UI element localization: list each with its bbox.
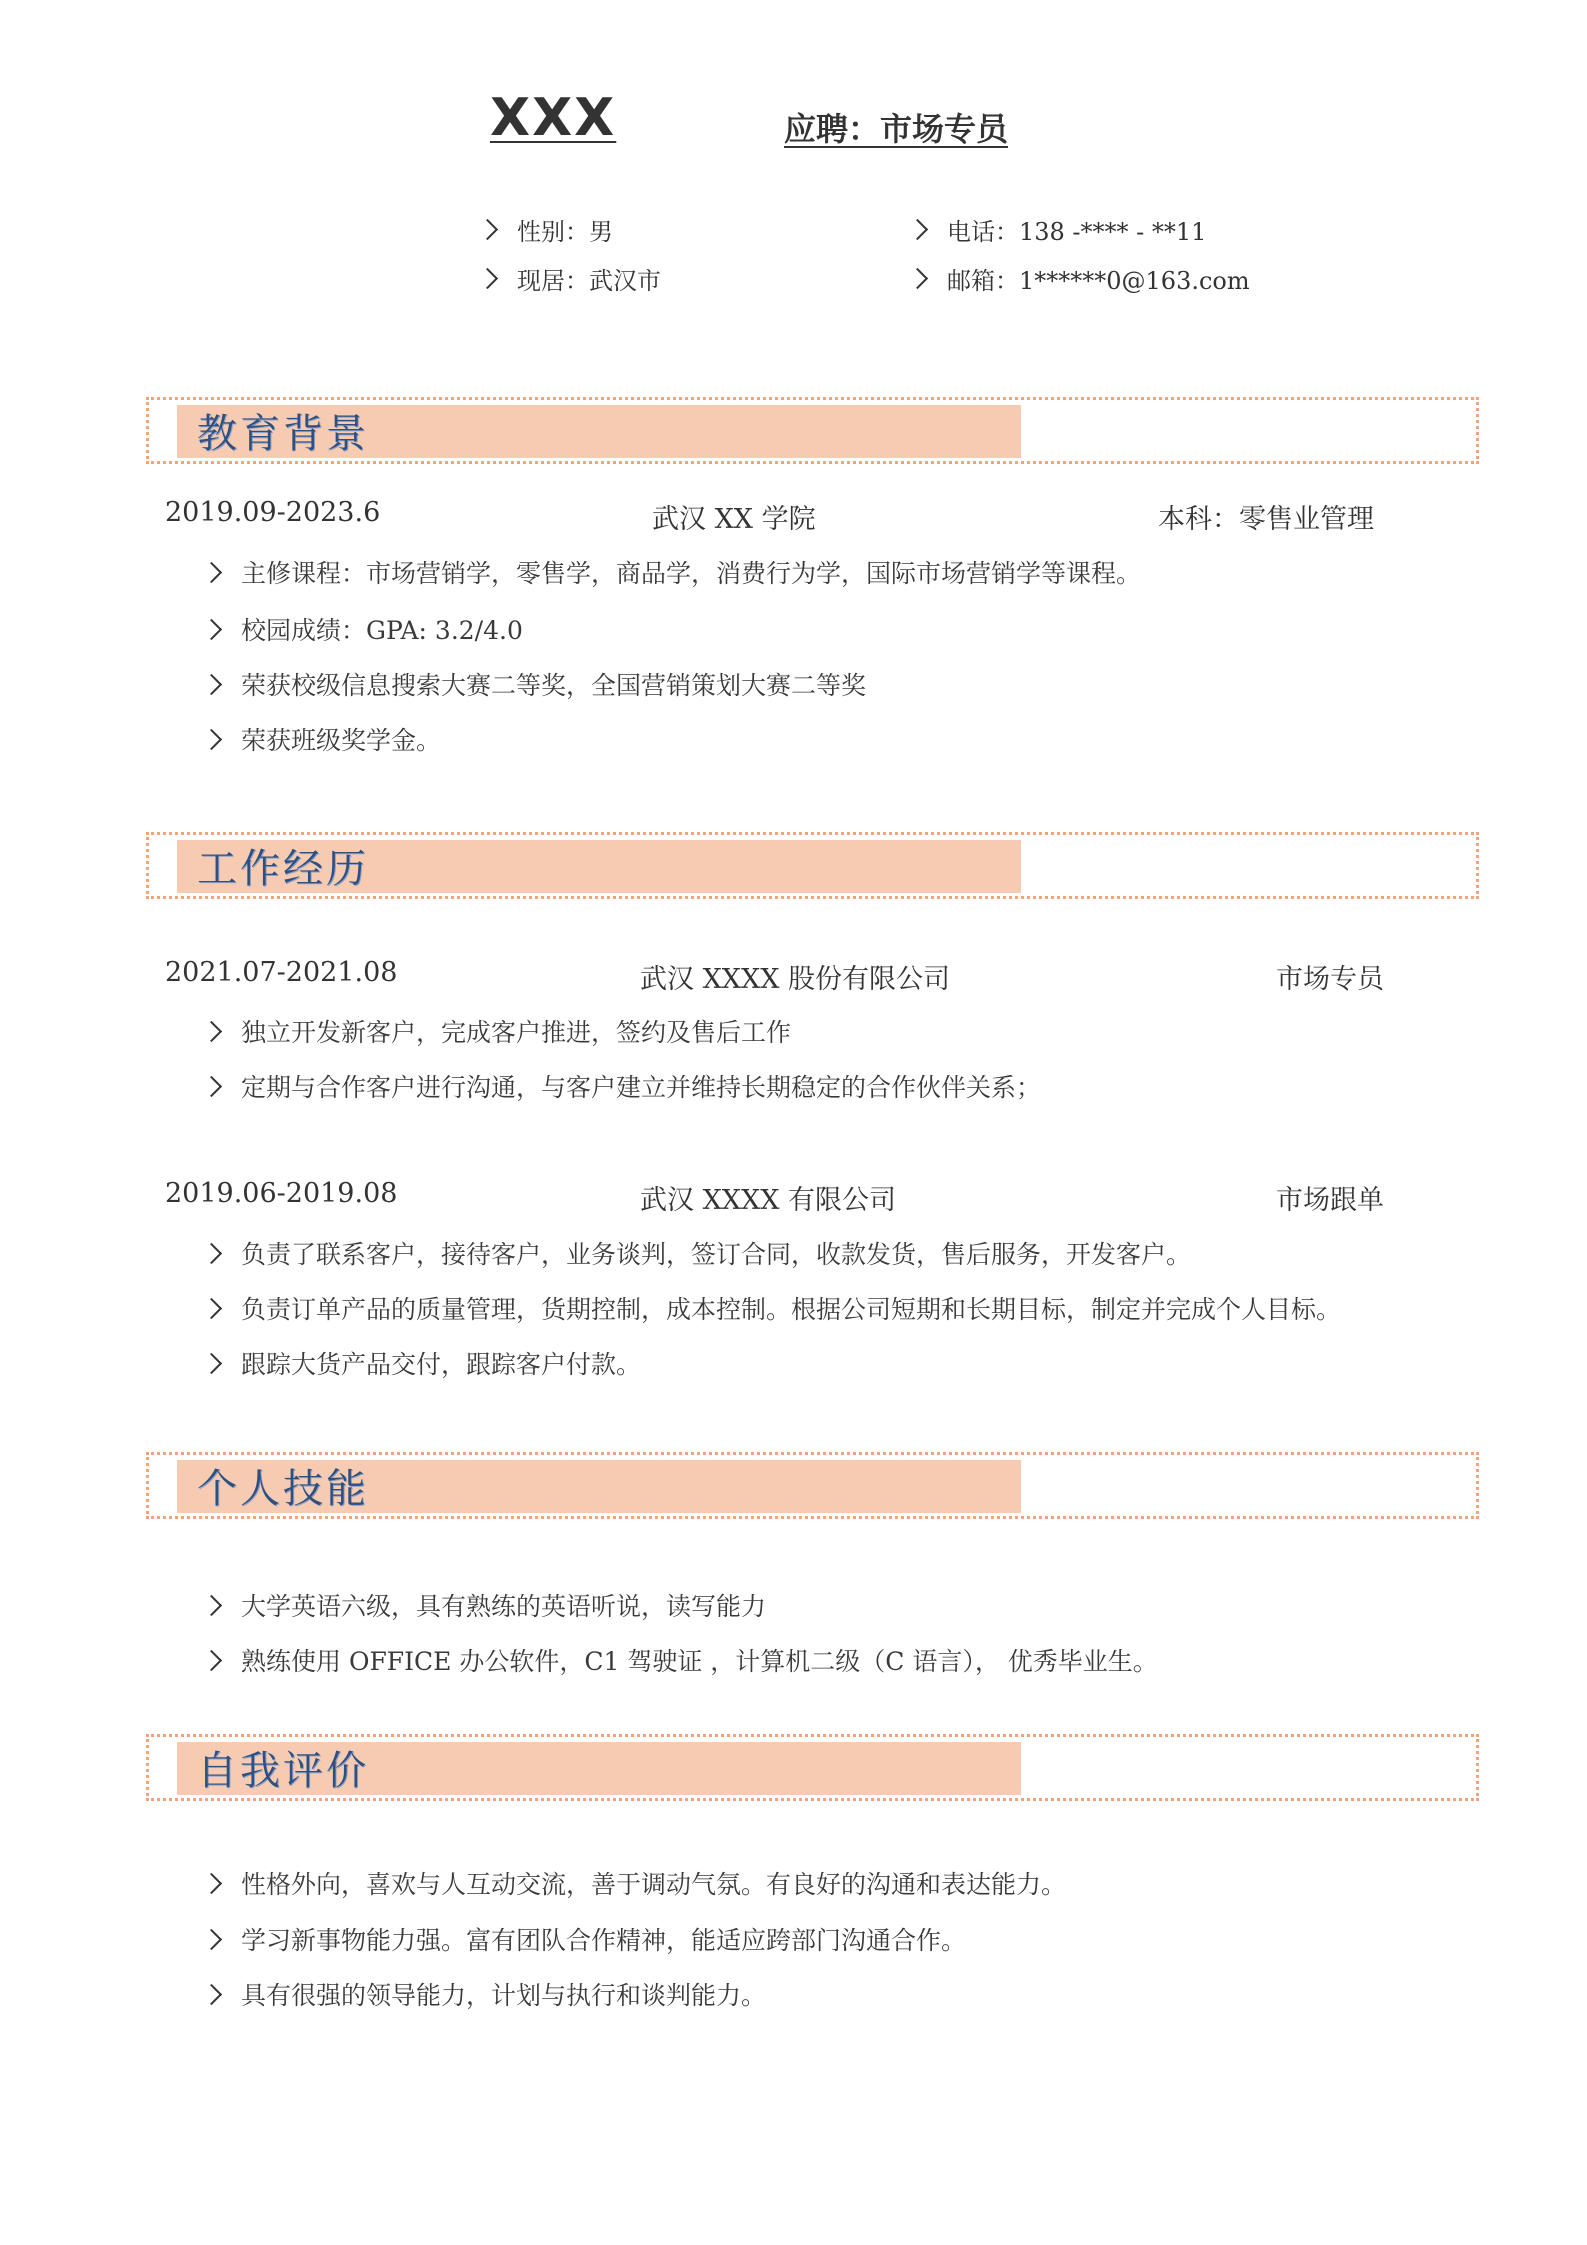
list-item: 大学英语六级，具有熟练的英语听说，读写能力 xyxy=(200,1587,766,1623)
education-period: 2019.09-2023.6 xyxy=(165,497,381,528)
chevron-right-icon xyxy=(907,268,928,289)
chevron-right-icon xyxy=(201,1075,222,1096)
chevron-right-icon xyxy=(201,1242,222,1263)
chevron-right-icon xyxy=(477,268,498,289)
list-item: 荣获班级奖学金。 xyxy=(200,721,441,757)
phone-text: 电话：138 -**** - **11 xyxy=(947,218,1207,246)
job-role: 市场跟单 xyxy=(1276,1185,1384,1216)
chevron-right-icon xyxy=(201,1020,222,1041)
list-item: 负责订单产品的质量管理，货期控制，成本控制。根据公司短期和长期目标，制定并完成个人目标。 xyxy=(200,1290,1341,1326)
education-degree: 本科：零售业管理 xyxy=(1158,504,1374,535)
list-item: 独立开发新客户，完成客户推进，签约及售后工作 xyxy=(200,1013,791,1049)
job-company: 武汉 XXXX 股份有限公司 xyxy=(640,964,951,995)
chevron-right-icon xyxy=(201,561,222,582)
job-role: 市场专员 xyxy=(1276,964,1384,995)
info-gender xyxy=(476,212,613,247)
chevron-right-icon xyxy=(201,1649,222,1670)
list-item: 熟练使用 OFFICE 办公软件，C1 驾驶证 ，计算机二级（C 语言）， 优秀毕业生。 xyxy=(200,1642,1158,1678)
list-item: 校园成绩：GPA: 3.2/4.0 xyxy=(200,611,523,647)
candidate-name: XXX xyxy=(490,88,617,148)
chevron-right-icon xyxy=(201,1594,222,1615)
info-residence xyxy=(476,261,661,296)
applied-position: 应聘：市场专员 xyxy=(784,110,1009,148)
residence-text: 现居：武汉市 xyxy=(517,267,661,295)
list-item: 学习新事物能力强。富有团队合作精神，能适应跨部门沟通合作。 xyxy=(200,1921,966,1957)
chevron-right-icon xyxy=(201,673,222,694)
job-company: 武汉 XXXX 有限公司 xyxy=(640,1185,897,1216)
chevron-right-icon xyxy=(201,1983,222,2004)
education-title: 教育背景 xyxy=(197,411,369,457)
list-item: 定期与合作客户进行沟通，与客户建立并维持长期稳定的合作伙伴关系； xyxy=(200,1068,1041,1104)
work-section-header xyxy=(146,832,1479,899)
education-section-header xyxy=(146,397,1479,464)
list-item: 主修课程：市场营销学，零售学，商品学，消费行为学，国际市场营销学等课程。 xyxy=(200,554,1141,590)
self-evaluation-title: 自我评价 xyxy=(197,1748,369,1794)
chevron-right-icon xyxy=(201,618,222,639)
gender-text: 性别：男 xyxy=(517,218,613,246)
info-email xyxy=(906,261,1250,296)
info-phone xyxy=(906,212,1206,247)
chevron-right-icon xyxy=(907,219,928,240)
list-item: 性格外向，喜欢与人互动交流，善于调动气氛。有良好的沟通和表达能力。 xyxy=(200,1865,1066,1901)
chevron-right-icon xyxy=(201,728,222,749)
list-item: 负责了联系客户，接待客户，业务谈判，签订合同，收款发货，售后服务，开发客户。 xyxy=(200,1235,1191,1271)
job-period: 2019.06-2019.08 xyxy=(165,1178,398,1209)
chevron-right-icon xyxy=(477,219,498,240)
skills-section-header xyxy=(146,1452,1479,1519)
job-period: 2021.07-2021.08 xyxy=(165,957,398,988)
chevron-right-icon xyxy=(201,1352,222,1373)
list-item: 具有很强的领导能力，计划与执行和谈判能力。 xyxy=(200,1976,766,2012)
work-title: 工作经历 xyxy=(197,846,369,892)
list-item: 跟踪大货产品交付，跟踪客户付款。 xyxy=(200,1345,641,1381)
chevron-right-icon xyxy=(201,1928,222,1949)
list-item: 荣获校级信息搜索大赛二等奖，全国营销策划大赛二等奖 xyxy=(200,666,866,702)
skills-title: 个人技能 xyxy=(197,1466,369,1512)
email-text: 邮箱：1******0@163.com xyxy=(947,267,1250,295)
self-evaluation-section-header xyxy=(146,1734,1479,1801)
education-school: 武汉 XX 学院 xyxy=(652,504,816,535)
chevron-right-icon xyxy=(201,1297,222,1318)
chevron-right-icon xyxy=(201,1872,222,1893)
